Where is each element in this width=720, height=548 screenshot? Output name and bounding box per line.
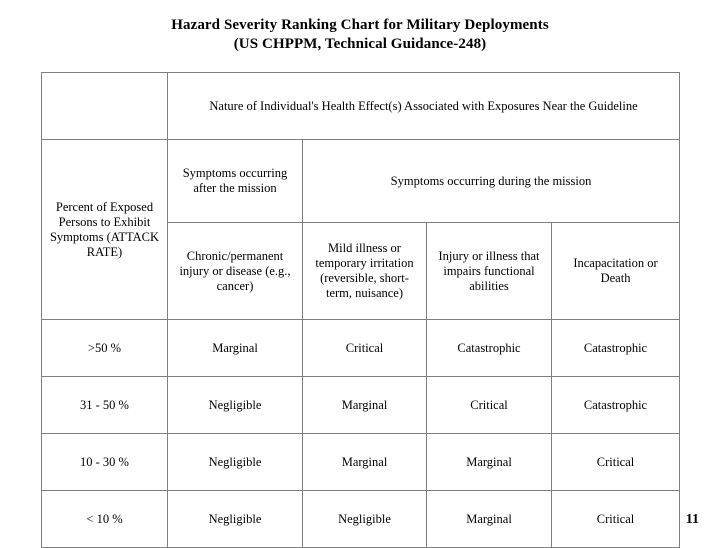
table-row (42, 491, 680, 548)
page-number: 11 (685, 512, 699, 527)
cell-3-0: Negligible (168, 491, 303, 548)
row-label-3: < 10 % (42, 491, 168, 548)
row-label-1: 31 - 50 % (42, 377, 168, 434)
row-label-0: >50 % (42, 320, 168, 377)
cell-2-0: Negligible (168, 434, 303, 491)
table-row-header-groups (42, 140, 680, 223)
cell-2-1: Marginal (303, 434, 427, 491)
cell-1-1: Marginal (303, 377, 427, 434)
table-row (42, 320, 680, 377)
attack-rate-header-cell: Percent of Exposed Persons to Exhibit Symptoms (ATTACK RATE) (42, 140, 168, 320)
effects-header-cell: Nature of Individual's Health Effect(s) Associated with Exposures Near the Guideline (168, 73, 680, 140)
subheader-chronic-permanent-cell: Chronic/permanent injury or disease (e.g., cancer) (168, 223, 303, 320)
table-row (42, 377, 680, 434)
cell-2-3: Critical (552, 434, 680, 491)
cell-3-1: Negligible (303, 491, 427, 548)
cell-2-2: Marginal (427, 434, 552, 491)
group-after-mission-cell: Symptoms occurring after the mission (168, 140, 303, 223)
cell-3-2: Marginal (427, 491, 552, 548)
subheader-incapacitation-death: Incapacitation or Death (552, 223, 680, 320)
subheader-chronic-permanent: Mild illness or temporary irritation (reversible, short-term, nuisance) (303, 223, 427, 320)
cell-0-2: Catastrophic (427, 320, 552, 377)
cell-3-3: Critical (552, 491, 680, 548)
table-row (42, 434, 680, 491)
row-label-2: 10 - 30 % (42, 434, 168, 491)
hazard-table-wrapper (41, 72, 679, 548)
cell-1-0: Negligible (168, 377, 303, 434)
cell-0-1: Critical (303, 320, 427, 377)
subheader-injury-impairs: Injury or illness that impairs functional abilities (427, 223, 552, 320)
title-line-2: (US CHPPM, Technical Guidance-248) (233, 36, 487, 52)
cell-0-0: Marginal (168, 320, 303, 377)
cell-1-2: Critical (427, 377, 552, 434)
title-line-1: Hazard Severity Ranking Chart for Military Deployments (171, 17, 549, 33)
blank-corner-cell (42, 73, 168, 140)
cell-1-3: Catastrophic (552, 377, 680, 434)
slide-title (0, 0, 720, 54)
cell-0-3: Catastrophic (552, 320, 680, 377)
group-during-mission-cell: Symptoms occurring during the mission (303, 140, 680, 223)
table-row-header-effects (42, 73, 680, 140)
hazard-severity-table (41, 72, 680, 548)
